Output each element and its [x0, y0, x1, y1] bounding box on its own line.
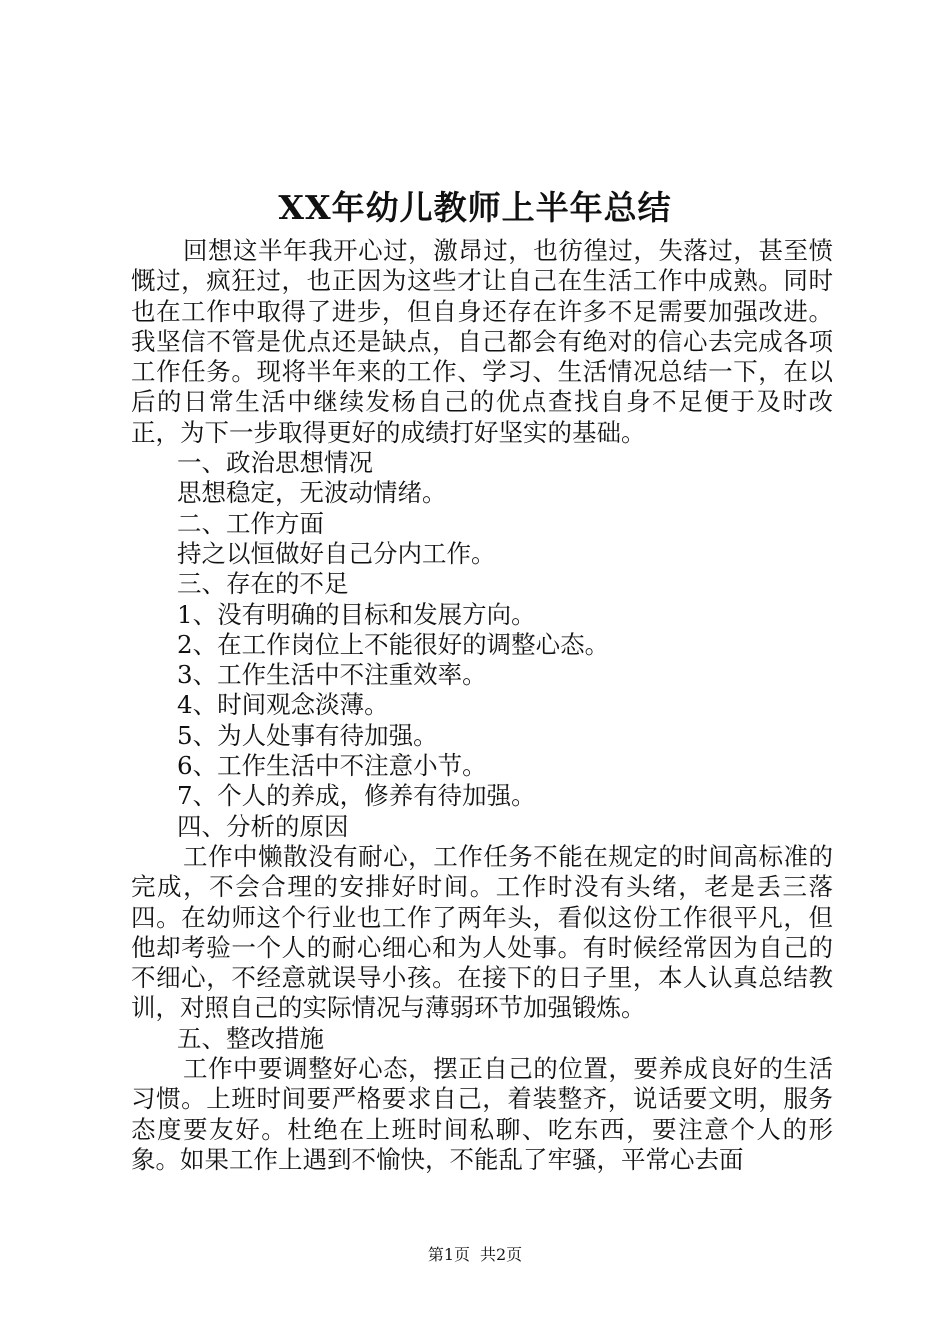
- section-text-causes: 工作中懒散没有耐心，工作任务不能在规定的时间高标准的完成，不会合理的安排好时间。工作时没有头绪，老是丢三落四。在幼师这个行业也工作了两年头，看似这份工作很平凡，但他却考验一个人的耐心细心和为人处事。有时候经常因为自己的不细心，不经意就误导小孩。在接下的日子里，本人认真总结教训，对照自己的实际情况与薄弱环节加强锻炼。: [131, 841, 833, 1023]
- intro-paragraph: 回想这半年我开心过，激昂过，也彷徨过，失落过，甚至愤慨过，疯狂过，也正因为这些才让自己在生活工作中成熟。同时也在工作中取得了进步，但自身还存在许多不足需要加强改进。我坚信不管是优点还是缺点，自己都会有绝对的信心去完成各项工作任务。现将半年来的工作、学习、生活情况总结一下，在以后的日常生活中继续发杨自己的优点查找自身不足便于及时改正，为下一步取得更好的成绩打好坚实的基础。: [131, 236, 833, 447]
- section-heading-causes: 四、分析的原因: [177, 811, 349, 841]
- section-text-measures: 工作中要调整好心态，摆正自己的位置，要养成良好的生活习惯。上班时间要严格要求自己，着装整齐，说话要文明，服务态度要友好。杜绝在上班时间私聊、吃东西，要注意个人的形象。如果工作上遇到不愉快，不能乱了牢骚，平常心去面: [131, 1054, 833, 1174]
- section-heading-politics: 一、政治思想情况: [177, 448, 373, 478]
- page-footer: [0, 1244, 950, 1266]
- section-heading-measures: 五、整改措施: [177, 1023, 324, 1053]
- section-heading-shortcomings: 三、存在的不足: [177, 569, 349, 599]
- section-text-work: 持之以恒做好自己分内工作。: [177, 538, 496, 568]
- document-title: XX年幼儿教师上半年总结: [278, 188, 672, 227]
- shortcoming-item-1: 1、没有明确的目标和发展方向。: [177, 599, 536, 629]
- shortcoming-item-4: 4、时间观念淡薄。: [177, 690, 389, 720]
- section-text-politics: 思想稳定，无波动情绪。: [177, 478, 447, 508]
- shortcoming-item-7: 7、个人的养成，修养有待加强。: [177, 781, 536, 811]
- shortcoming-item-2: 2、在工作岗位上不能很好的调整心态。: [177, 629, 610, 659]
- shortcoming-item-3: 3、工作生活中不注重效率。: [177, 660, 487, 690]
- document-body: [131, 236, 833, 1175]
- section-heading-work: 二、工作方面: [177, 508, 324, 538]
- shortcoming-item-5: 5、为人处事有待加强。: [177, 720, 438, 750]
- page-number-total: 共2页: [480, 1245, 523, 1264]
- page-number-current: 第1页: [427, 1245, 470, 1264]
- shortcoming-item-6: 6、工作生活中不注意小节。: [177, 751, 487, 781]
